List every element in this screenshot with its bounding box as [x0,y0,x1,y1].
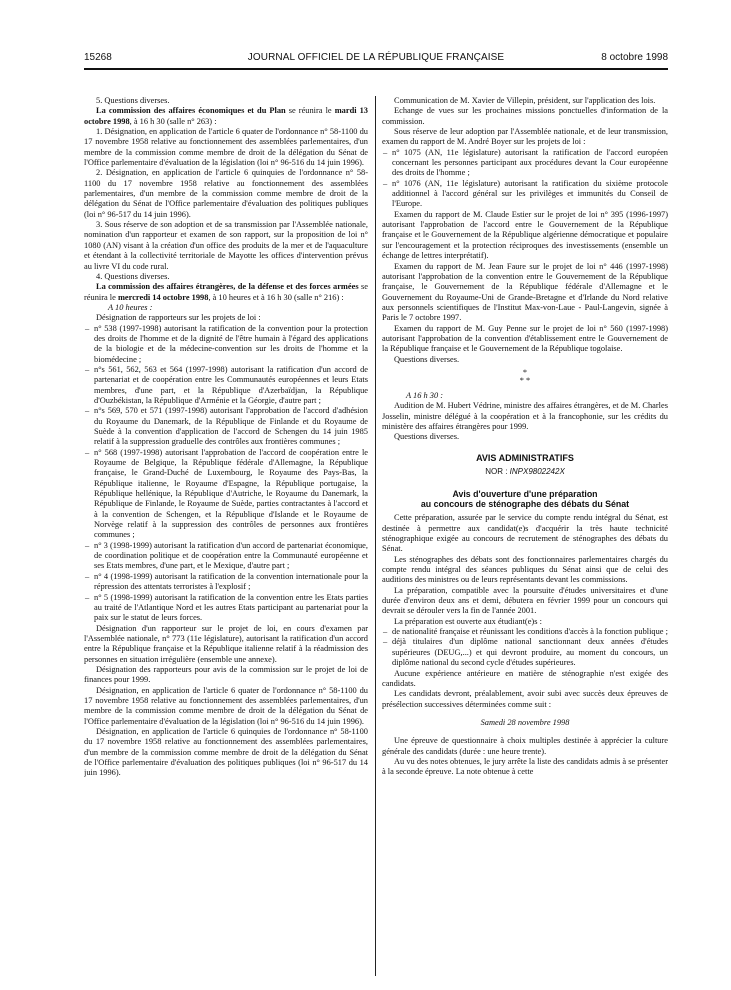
committee-name: La commission des affaires économiques et du Plan [96,106,286,116]
section-heading: AVIS ADMINISTRATIFS [476,452,574,463]
text-run: se réunira le [84,282,368,302]
paragraph: Désignation de rapporteurs sur les projets de loi : [96,313,261,323]
list-item: – n°s 569, 570 et 571 (1997-1998) autorisant l'approbation de l'accord d'adhésion du Royaume du Danemark, de la République de Finlande et du Royaume de Suède à la convention d'application de l'accord de Schengen du 14 juin 1985 relatif à la suppression graduelle des contrôles aux frontières communes ; [84,406,368,447]
paragraph: La préparation, compatible avec la poursuite d'études universitaires et d'une durée d'environ deux ans et demi, débutera en février 1999 pour un concours qui devrait se dérouler vers la fin de l'année 2001. [382,585,668,616]
list-item: – n° 1076 (AN, 11e législature) autorisant la ratification du sixième protocole additionnel à l'accord général sur les privilèges et immunités du Conseil de l'Europe. [382,179,668,210]
section-separator [382,369,668,385]
text-run: , à 10 heures et à 16 h 30 (salle n° 216) : [208,292,344,302]
column-divider [375,96,376,976]
star-mark: * * [519,375,531,385]
paragraph: Echange de vues sur les prochaines missions ponctuelles d'information de la commission. [382,106,668,126]
paragraph: Les sténographes des débats sont des fonctionnaires parlementaires chargés du compte rendu intégral des séances publiques du Sénat ainsi que de celui des auditions des ministres ou de leurs représentants devant les commissions. [382,554,668,585]
list-item: – n°s 561, 562, 563 et 564 (1997-1998) autorisant la ratification d'un accord de partenariat et de coopération entre les Communautés européennes et leurs Etats membres, d'une part, et la République d'Azerbaïdjan, la République d'Ouzbékistan, la République d'Arménie et la Géorgie, d'autre part ; [84,365,368,406]
paragraph: La préparation est ouverte aux étudiant(e)s : [394,616,542,626]
star-mark: * [522,367,528,377]
paragraph: Examen du rapport de M. Jean Faure sur le projet de loi n° 446 (1997-1998) autorisant l'approbation de la convention entre le Gouvernement de la République française, le Gouvernement de la République fédérale d'Allemagne et le Gouvernement du Royaume-Uni de Grande-Bretagne et d'Irlande du Nord relative aux personnels scientifiques de l'Institut Max-von-Laue - Paul-Langevin, signée à Paris le 7 octobre 1997. [382,261,668,323]
paragraph: 5. Questions diverses. [96,96,170,105]
text-run: se réunira le [285,106,335,116]
paragraph: Examen du rapport de M. Claude Estier sur le projet de loi n° 395 (1996-1997) autorisant l'approbation de l'accord entre le Gouvernement de la République française et le Gouvernement de la République algérienne démocratique et populaire sur l'encouragement et la protection réciproques des investissements (ensemble un échange de lettres interprétatif). [382,209,668,261]
meeting-date: mercredi 14 octobre 1998 [117,292,209,302]
paragraph: Questions diverses. [394,354,460,364]
left-column [84,96,368,974]
page-header [84,52,668,66]
meeting-date: mardi 13 octobre 1998 [84,106,368,126]
date-heading: Samedi 28 novembre 1998 [480,717,570,727]
paragraph: 3. Sous réserve de son adoption et de sa transmission par l'Assemblée nationale, nomination d'un rapporteur et examen de son rapport, sur la proposition de loi n° 1080 (AN) visant à la création d'un office des produits de la mer et de l'aquaculture et étendant à la collectivité territoriale de Mayotte les offices d'intervention prévus au livre VI du code rural. [84,220,368,271]
paragraph [84,106,368,127]
nor-label: NOR : [485,467,510,476]
page-number: 15268 [84,52,112,63]
paragraph: 1. Désignation, en application de l'article 6 quater de l'ordonnance n° 58-1100 du 17 novembre 1958 relative au fonctionnement des assemblées parlementaires, d'un membre de la commission comme membre de droit de la délégation du Sénat de l'Office parlementaire d'évaluation de la législation (loi n° 96-516 du 14 juin 1996). [84,127,368,168]
nor-code: INPX9802242X [509,467,565,476]
list-item: – n° 568 (1997-1998) autorisant l'approbation de l'accord de coopération entre le Royaume de Belgique, la République fédérale d'Allemagne, la République française, le Grand-Duché de Luxembourg, le Royaume des Pays-Bas, la République italienne, le Royaume d'Espagne, la République portugaise, la République hellénique, la République d'Autriche, le Royaume du Danemark, la République de Finlande, le Royaume de Suède, parties contractantes à l'accord et à la convention de Schengen, et la République d'Islande et le Royaume de Norvège relatif à la suppression des contrôles de personnes aux frontières communes ; [84,448,368,541]
list-item: – n° 3 (1998-1999) autorisant la ratification d'un accord de partenariat économique, de coordination politique et de coopération entre la Communauté européenne et ses Etats membres, d'une part, et le Mexique, d'autre part ; [84,541,368,572]
paragraph: Au vu des notes obtenues, le jury arrête la liste des candidats admis à se présenter à la seconde épreuve. La note obtenue à cette [382,756,668,777]
paragraph: Sous réserve de leur adoption par l'Assemblée nationale, et de leur transmission, examen du rapport de M. André Boyer sur les projets de loi : [382,127,668,147]
list-item: – déjà titulaires d'un diplôme national sanctionnant deux années d'études supérieures (DEUG,...) et qui devront produire, au moment du concours, un diplôme national du second cycle d'études supérieures. [382,637,668,668]
list-item: – n° 5 (1998-1999) autorisant la ratification de la convention entre les Etats parties au traité de l'Atlantique Nord et les autres Etats participant au partenariat pour la paix sur le statut de leurs forces. [84,593,368,624]
notice-title [382,489,668,509]
paragraph [84,282,368,303]
header-rule [84,68,668,70]
session-time: A 16 h 30 : [406,390,444,400]
paragraph: Désignation d'un rapporteur sur le projet de loi, en cours d'examen par l'Assemblée nationale, n° 773 (11e législature), autorisant la ratification d'un accord entre la République française et la République italienne relatif à la réadmission des personnes en situation irrégulière (ensemble une annexe). [84,623,368,664]
committee-name: La commission des affaires étrangères, de la défense et des forces armées [96,282,359,292]
notice-title-line: Avis d'ouverture d'une préparation [452,489,598,500]
paragraph: 2. Désignation, en application de l'article 6 quinquies de l'ordonnance n° 58-1100 du 17 novembre 1958 relative au fonctionnement des assemblées parlementaires, d'un membre de la commission comme membre de droit de la délégation du Sénat de l'Office parlementaire d'évaluation des politiques publiques (loi n° 96-517 du 14 juin 1996). [84,168,368,219]
paragraph: 4. Questions diverses. [96,271,170,281]
notice-title-line: au concours de sténographe des débats du Sénat [420,499,630,510]
right-column [382,96,668,974]
list-item: – n° 538 (1997-1998) autorisant la ratification de la convention pour la protection des droits de l'homme et de la dignité de l'être humain à l'égard des applications de la biologie et de la médecine-convention sur les droits de l'homme et la biomédecine ; [84,324,368,365]
issue-date: 8 octobre 1998 [601,52,668,63]
paragraph: Les candidats devront, préalablement, avoir subi avec succès deux épreuves de présélection successives déterminées comme suit : [382,689,668,709]
session-time: A 10 heures : [108,302,153,312]
paragraph: Désignation des rapporteurs pour avis de la commission sur le projet de loi de finances pour 1999. [84,664,368,685]
nor-reference [382,467,668,477]
journal-title: JOURNAL OFFICIEL DE LA RÉPUBLIQUE FRANÇAISE [247,52,505,63]
paragraph: Examen du rapport de M. Guy Penne sur le projet de loi n° 560 (1997-1998) autorisant l'approbation de la convention d'établissement entre le Gouvernement de la République française et le Gouvernement de la République togolaise. [382,323,668,354]
list-item: – n° 4 (1998-1999) autorisant la ratification de la convention internationale pour la répression des attentats terroristes à l'explosif ; [84,572,368,593]
list-item: – de nationalité française et réunissant les conditions d'accès à la fonction publique ; [382,627,668,637]
paragraph: Désignation, en application de l'article 6 quater de l'ordonnance n° 58-1100 du 17 novembre 1958 relative au fonctionnement des assemblées parlementaires, d'un membre de la commission comme membre de droit de la délégation du Sénat de l'Office parlementaire d'évaluation de la législation (loi n° 96-516 du 14 juin 1996). [84,685,368,726]
list-item: – n° 1075 (AN, 11e législature) autorisant la ratification de l'accord européen concernant les personnes participant aux procédures devant la Cour européenne des droits de l'homme ; [382,148,668,179]
paragraph: Cette préparation, assurée par le service du compte rendu intégral du Sénat, est destinée à permettre aux candidat(e)s d'acquérir la très haute technicité sténographique exigée au concours de recrutement de sténographes des débats du Sénat. [382,513,668,554]
paragraph: Désignation, en application de l'article 6 quinquies de l'ordonnance n° 58-1100 du 17 novembre 1958 relative au fonctionnement des assemblées parlementaires, d'un membre de la commission comme membre de droit de la délégation du Sénat de l'Office parlementaire d'évaluation des politiques publiques (loi n° 96-517 du 14 juin 1996). [84,726,368,778]
text-run: , à 16 h 30 (salle n° 263) : [129,116,217,126]
paragraph: Une épreuve de questionnaire à choix multiples destinée à apprécier la culture générale des candidats (durée : une heure trente). [382,736,668,756]
paragraph: Audition de M. Hubert Védrine, ministre des affaires étrangères, et de M. Charles Josselin, ministre délégué à la coopération et à la francophonie, sur les crédits du ministère des affaires étrangères pour 1999. [382,401,668,431]
paragraph: Communication de M. Xavier de Villepin, président, sur l'application des lois. [394,96,656,105]
paragraph: Aucune expérience antérieure en matière de sténographie n'est exigée des candidats. [382,668,668,688]
paragraph: Questions diverses. [394,432,460,442]
